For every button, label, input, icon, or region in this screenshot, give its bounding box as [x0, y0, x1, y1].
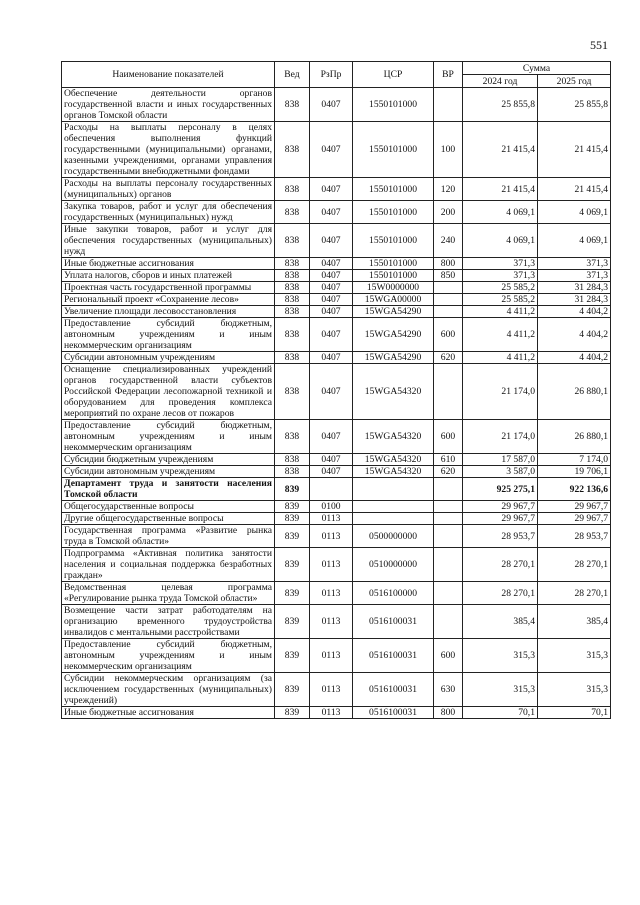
table-row — [62, 224, 611, 258]
cell-csr: 15WGA54290 — [353, 352, 434, 364]
cell-name: Уплата налогов, сборов и иных платежей — [62, 270, 275, 282]
cell-csr: 1550101000 — [353, 88, 434, 122]
cell-name: Увеличение площади лесовосстановления — [62, 306, 275, 318]
cell-2025: 21 415,4 — [538, 178, 611, 201]
cell-rzpr: 0407 — [310, 420, 353, 454]
cell-csr: 1550101000 — [353, 224, 434, 258]
header-name: Наименование показателей — [62, 62, 275, 88]
cell-name: Обеспечение деятельности органов государственной власти и иных государственных органов Томской области — [62, 88, 275, 122]
cell-2025: 31 284,3 — [538, 282, 611, 294]
cell-ved: 838 — [275, 270, 310, 282]
table-row — [62, 605, 611, 639]
table-row — [62, 306, 611, 318]
table-row — [62, 454, 611, 466]
cell-vr — [434, 306, 463, 318]
header-year-2025: 2025 год — [538, 75, 611, 88]
table-body — [62, 88, 611, 719]
header-rzpr: РзПр — [310, 62, 353, 88]
cell-2024: 21 174,0 — [463, 364, 538, 420]
table-row — [62, 88, 611, 122]
cell-ved: 838 — [275, 224, 310, 258]
cell-vr: 800 — [434, 707, 463, 719]
table-row — [62, 352, 611, 364]
cell-rzpr: 0100 — [310, 501, 353, 513]
budget-table — [61, 61, 611, 719]
cell-2024: 29 967,7 — [463, 501, 538, 513]
cell-2025: 29 967,7 — [538, 501, 611, 513]
cell-ved: 838 — [275, 258, 310, 270]
cell-vr: 850 — [434, 270, 463, 282]
cell-vr — [434, 548, 463, 582]
cell-rzpr: 0407 — [310, 318, 353, 352]
cell-2025: 70,1 — [538, 707, 611, 719]
cell-vr: 630 — [434, 673, 463, 707]
cell-2024: 25 585,2 — [463, 294, 538, 306]
page-number: 551 — [590, 38, 608, 52]
cell-rzpr: 0113 — [310, 548, 353, 582]
header-ved: Вед — [275, 62, 310, 88]
cell-2024: 371,3 — [463, 270, 538, 282]
table-row — [62, 282, 611, 294]
cell-csr — [353, 501, 434, 513]
cell-2024: 21 415,4 — [463, 122, 538, 178]
cell-2025: 315,3 — [538, 673, 611, 707]
table-row — [62, 478, 611, 501]
cell-name: Иные бюджетные ассигнования — [62, 258, 275, 270]
cell-rzpr: 0407 — [310, 88, 353, 122]
table-row — [62, 525, 611, 548]
cell-rzpr: 0113 — [310, 582, 353, 605]
cell-2025: 371,3 — [538, 270, 611, 282]
cell-rzpr: 0407 — [310, 178, 353, 201]
cell-2024: 315,3 — [463, 673, 538, 707]
cell-vr: 610 — [434, 454, 463, 466]
cell-csr: 15WGA54320 — [353, 466, 434, 478]
cell-csr: 15W0000000 — [353, 282, 434, 294]
cell-name: Государственная программа «Развитие рынка труда в Томской области» — [62, 525, 275, 548]
cell-csr: 0516100031 — [353, 639, 434, 673]
cell-vr: 620 — [434, 466, 463, 478]
cell-2024: 21 415,4 — [463, 178, 538, 201]
cell-rzpr: 0407 — [310, 224, 353, 258]
cell-rzpr: 0407 — [310, 258, 353, 270]
table-row — [62, 466, 611, 478]
cell-2024: 28 953,7 — [463, 525, 538, 548]
cell-2025: 922 136,6 — [538, 478, 611, 501]
cell-2025: 25 855,8 — [538, 88, 611, 122]
cell-2024: 25 855,8 — [463, 88, 538, 122]
cell-2024: 70,1 — [463, 707, 538, 719]
cell-ved: 838 — [275, 318, 310, 352]
cell-vr — [434, 294, 463, 306]
cell-2025: 28 270,1 — [538, 548, 611, 582]
cell-2025: 385,4 — [538, 605, 611, 639]
cell-2025: 29 967,7 — [538, 513, 611, 525]
cell-2025: 4 404,2 — [538, 318, 611, 352]
table-row — [62, 364, 611, 420]
cell-ved: 839 — [275, 673, 310, 707]
cell-2024: 4 411,2 — [463, 318, 538, 352]
cell-ved: 838 — [275, 364, 310, 420]
cell-name: Субсидии некоммерческим организациям (за исключением государственных (муниципальных) учреждений) — [62, 673, 275, 707]
cell-csr: 0510000000 — [353, 548, 434, 582]
cell-name: Иные закупки товаров, работ и услуг для обеспечения государственных (муниципальных) нужд — [62, 224, 275, 258]
cell-2024: 4 069,1 — [463, 201, 538, 224]
cell-ved: 839 — [275, 582, 310, 605]
cell-csr: 15WGA54290 — [353, 306, 434, 318]
cell-csr — [353, 478, 434, 501]
cell-csr: 15WGA54290 — [353, 318, 434, 352]
cell-2024: 4 411,2 — [463, 352, 538, 364]
cell-2025: 19 706,1 — [538, 466, 611, 478]
cell-name: Субсидии автономным учреждениям — [62, 466, 275, 478]
cell-name: Предоставление субсидий бюджетным, автономным учреждениям и иным некоммерческим организациям — [62, 318, 275, 352]
cell-csr: 1550101000 — [353, 178, 434, 201]
cell-name: Расходы на выплаты персоналу государственных (муниципальных) органов — [62, 178, 275, 201]
cell-name: Региональный проект «Сохранение лесов» — [62, 294, 275, 306]
cell-rzpr: 0407 — [310, 201, 353, 224]
cell-2024: 315,3 — [463, 639, 538, 673]
cell-2024: 385,4 — [463, 605, 538, 639]
table-row — [62, 548, 611, 582]
header-sum: Сумма — [463, 62, 611, 75]
header-year-2024: 2024 год — [463, 75, 538, 88]
cell-2024: 925 275,1 — [463, 478, 538, 501]
cell-ved: 838 — [275, 352, 310, 364]
cell-name: Возмещение части затрат работодателям на организацию временного трудоустройства инвалидов с ментальными расстройствами — [62, 605, 275, 639]
cell-ved: 838 — [275, 454, 310, 466]
cell-2024: 4 411,2 — [463, 306, 538, 318]
cell-csr: 0500000000 — [353, 525, 434, 548]
header-csr: ЦСР — [353, 62, 434, 88]
cell-vr: 240 — [434, 224, 463, 258]
cell-csr: 1550101000 — [353, 270, 434, 282]
cell-vr — [434, 364, 463, 420]
cell-vr — [434, 525, 463, 548]
table-row — [62, 201, 611, 224]
cell-2024: 17 587,0 — [463, 454, 538, 466]
cell-vr: 600 — [434, 420, 463, 454]
cell-2025: 7 174,0 — [538, 454, 611, 466]
cell-2024: 21 174,0 — [463, 420, 538, 454]
cell-2025: 26 880,1 — [538, 364, 611, 420]
cell-vr — [434, 478, 463, 501]
cell-ved: 839 — [275, 605, 310, 639]
cell-2025: 4 069,1 — [538, 201, 611, 224]
cell-ved: 839 — [275, 639, 310, 673]
cell-vr: 120 — [434, 178, 463, 201]
cell-csr: 15WGA54320 — [353, 364, 434, 420]
cell-2025: 28 953,7 — [538, 525, 611, 548]
table-row — [62, 639, 611, 673]
cell-rzpr — [310, 478, 353, 501]
header-vr: ВР — [434, 62, 463, 88]
table-row — [62, 178, 611, 201]
cell-rzpr: 0407 — [310, 454, 353, 466]
cell-csr: 15WGA54320 — [353, 454, 434, 466]
cell-vr: 620 — [434, 352, 463, 364]
table-row — [62, 294, 611, 306]
cell-2024: 4 069,1 — [463, 224, 538, 258]
cell-vr: 200 — [434, 201, 463, 224]
cell-ved: 838 — [275, 282, 310, 294]
cell-2025: 31 284,3 — [538, 294, 611, 306]
cell-ved: 838 — [275, 306, 310, 318]
table-row — [62, 582, 611, 605]
cell-name: Общегосударственные вопросы — [62, 501, 275, 513]
cell-ved: 839 — [275, 478, 310, 501]
cell-name: Предоставление субсидий бюджетным, автономным учреждениям и иным некоммерческим организациям — [62, 420, 275, 454]
cell-2024: 29 967,7 — [463, 513, 538, 525]
cell-ved: 839 — [275, 525, 310, 548]
cell-vr: 600 — [434, 639, 463, 673]
cell-2025: 4 404,2 — [538, 306, 611, 318]
cell-name: Закупка товаров, работ и услуг для обеспечения государственных (муниципальных) нужд — [62, 201, 275, 224]
cell-csr: 1550101000 — [353, 201, 434, 224]
cell-name: Оснащение специализированных учреждений органов государственной власти субъектов Российской Федерации лесопожарной техникой и оборудованием для проведения комплекса мероприятий по охране лесов от пожаров — [62, 364, 275, 420]
cell-csr — [353, 513, 434, 525]
cell-vr: 100 — [434, 122, 463, 178]
cell-name: Ведомственная целевая программа «Регулирование рынка труда Томской области» — [62, 582, 275, 605]
cell-2025: 371,3 — [538, 258, 611, 270]
cell-vr — [434, 282, 463, 294]
cell-csr: 1550101000 — [353, 122, 434, 178]
table-row — [62, 513, 611, 525]
cell-2024: 28 270,1 — [463, 582, 538, 605]
cell-csr: 0516100031 — [353, 605, 434, 639]
table-row — [62, 420, 611, 454]
cell-name: Подпрограмма «Активная политика занятости населения и социальная поддержка безработных граждан» — [62, 548, 275, 582]
table-row — [62, 501, 611, 513]
cell-ved: 838 — [275, 294, 310, 306]
cell-rzpr: 0407 — [310, 122, 353, 178]
cell-ved: 839 — [275, 501, 310, 513]
cell-ved: 838 — [275, 88, 310, 122]
cell-name: Другие общегосударственные вопросы — [62, 513, 275, 525]
cell-rzpr: 0407 — [310, 364, 353, 420]
cell-vr — [434, 513, 463, 525]
cell-vr: 800 — [434, 258, 463, 270]
cell-vr — [434, 582, 463, 605]
cell-2025: 21 415,4 — [538, 122, 611, 178]
cell-csr: 15WGA54320 — [353, 420, 434, 454]
cell-csr: 15WGA00000 — [353, 294, 434, 306]
cell-ved: 839 — [275, 548, 310, 582]
cell-rzpr: 0113 — [310, 673, 353, 707]
cell-rzpr: 0407 — [310, 466, 353, 478]
cell-2024: 25 585,2 — [463, 282, 538, 294]
cell-name: Департамент труда и занятости населения Томской области — [62, 478, 275, 501]
cell-rzpr: 0113 — [310, 513, 353, 525]
cell-2025: 26 880,1 — [538, 420, 611, 454]
cell-vr — [434, 501, 463, 513]
cell-rzpr: 0407 — [310, 294, 353, 306]
cell-ved: 838 — [275, 466, 310, 478]
cell-2024: 28 270,1 — [463, 548, 538, 582]
cell-2024: 3 587,0 — [463, 466, 538, 478]
cell-rzpr: 0113 — [310, 525, 353, 548]
cell-name: Субсидии бюджетным учреждениям — [62, 454, 275, 466]
cell-csr: 0516100000 — [353, 582, 434, 605]
cell-vr — [434, 605, 463, 639]
cell-csr: 0516100031 — [353, 707, 434, 719]
table-row — [62, 673, 611, 707]
cell-ved: 839 — [275, 513, 310, 525]
table-row — [62, 318, 611, 352]
cell-ved: 838 — [275, 122, 310, 178]
cell-vr: 600 — [434, 318, 463, 352]
table-row — [62, 707, 611, 719]
cell-csr: 0516100031 — [353, 673, 434, 707]
cell-2025: 28 270,1 — [538, 582, 611, 605]
cell-rzpr: 0407 — [310, 306, 353, 318]
cell-rzpr: 0113 — [310, 605, 353, 639]
cell-name: Предоставление субсидий бюджетным, автономным учреждениям и иным некоммерческим организациям — [62, 639, 275, 673]
cell-name: Субсидии автономным учреждениям — [62, 352, 275, 364]
cell-csr: 1550101000 — [353, 258, 434, 270]
cell-vr — [434, 88, 463, 122]
cell-rzpr: 0407 — [310, 282, 353, 294]
cell-name: Расходы на выплаты персоналу в целях обеспечения выполнения функций государственными (муниципальными) органами, казенными учреждениями, органами управления государственными внебюджетными фондами — [62, 122, 275, 178]
table-row — [62, 122, 611, 178]
cell-rzpr: 0407 — [310, 270, 353, 282]
cell-2024: 371,3 — [463, 258, 538, 270]
cell-2025: 4 069,1 — [538, 224, 611, 258]
table-row — [62, 270, 611, 282]
cell-ved: 838 — [275, 201, 310, 224]
cell-name: Иные бюджетные ассигнования — [62, 707, 275, 719]
cell-ved: 838 — [275, 420, 310, 454]
cell-ved: 838 — [275, 178, 310, 201]
cell-ved: 839 — [275, 707, 310, 719]
cell-rzpr: 0407 — [310, 352, 353, 364]
table-row — [62, 258, 611, 270]
cell-name: Проектная часть государственной программы — [62, 282, 275, 294]
cell-rzpr: 0113 — [310, 707, 353, 719]
cell-2025: 315,3 — [538, 639, 611, 673]
cell-2025: 4 404,2 — [538, 352, 611, 364]
cell-rzpr: 0113 — [310, 639, 353, 673]
